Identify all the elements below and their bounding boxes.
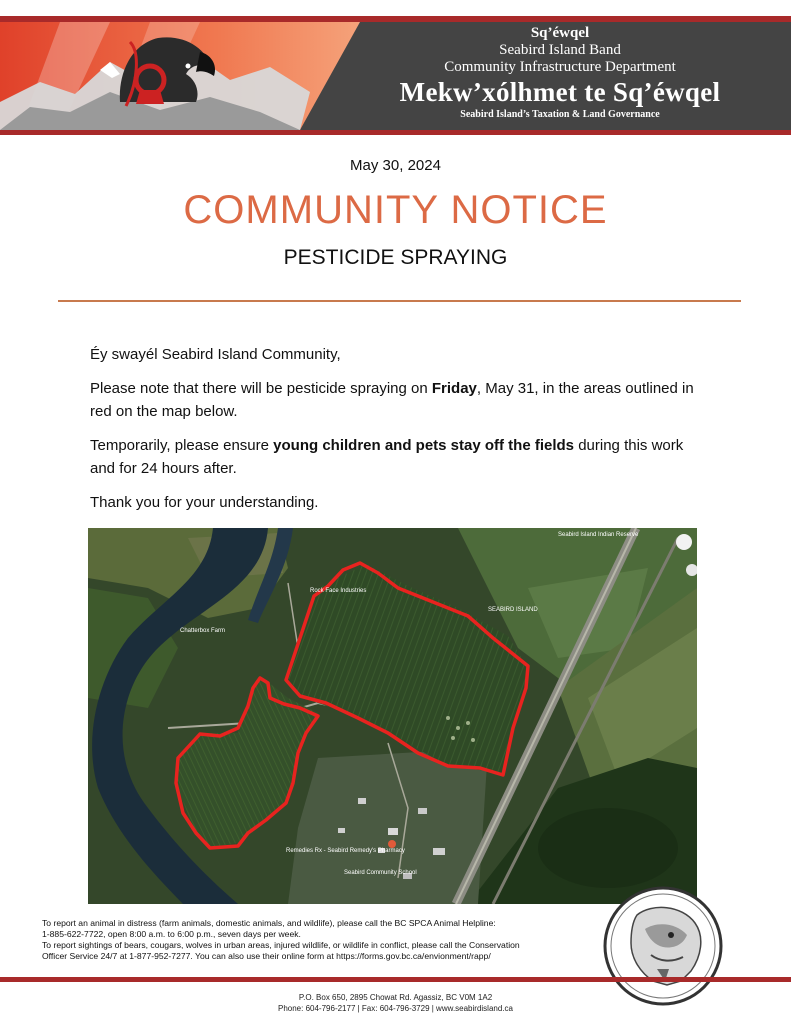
p2-warning: young children and pets stay off the fields: [273, 437, 575, 454]
map-control-icon: [676, 534, 692, 550]
map-label-school: Seabird Community School: [344, 870, 417, 876]
footer-phone-web: Phone: 604-796-2177 | Fax: 604-796-3729 | www.seabirdisland.ca: [278, 1004, 513, 1013]
footer-line-2: 1-885-622-7722, open 8:00 a.m. to 6:00 p.m., seven days per week.: [42, 929, 301, 939]
department-name: Community Infrastructure Department: [444, 59, 676, 75]
banner-bottom-stripe: [0, 130, 791, 135]
paragraph-spraying-date: [90, 377, 710, 423]
footer-line-3: To report sightings of bears, cougars, wolves in urban areas, injured wildlife, or wildlife in conflict, please call the Conservation: [42, 940, 520, 950]
map-label-rockface: Rock Face Industries: [310, 588, 367, 594]
org-name-native: Sq’éwqel: [530, 25, 590, 41]
footer-line-1: To report an animal in distress (farm animals, domestic animals, and wildlife), please call the BC SPCA Animal Helpline:: [42, 918, 496, 928]
map-label-reserve: Seabird Island Indian Reserve: [558, 532, 639, 538]
notice-subtitle: PESTICIDE SPRAYING: [283, 246, 508, 269]
map-label-pharmacy: Remedies Rx - Seabird Remedy's Pharmacy: [286, 848, 405, 854]
heading-divider: [58, 300, 741, 302]
paragraph-safety: [90, 434, 710, 480]
department-tagline: Seabird Island’s Taxation & Land Governance: [460, 109, 660, 120]
map-label-seabird-island: SEABIRD ISLAND: [488, 607, 538, 613]
pharmacy-pin-icon: [388, 840, 396, 848]
p1-text-pre: Please note that there will be pesticide spraying on: [90, 380, 432, 397]
org-name: Seabird Island Band: [499, 42, 621, 58]
p2-text-pre: Temporarily, please ensure: [90, 437, 274, 454]
greeting: Éy swayél Seabird Island Community,: [90, 346, 341, 363]
footer-contact: [0, 992, 791, 1014]
seal-emblem-icon: [597, 885, 729, 1007]
p1-text-post: , May 31, in the areas outlined in red on the map below.: [90, 380, 694, 420]
footer-address: P.O. Box 650, 2895 Chowat Rd. Agassiz, BC V0M 1A2: [298, 993, 493, 1002]
p2-text-post: during this work and for 24 hours after.: [90, 437, 684, 477]
p1-day: Friday: [431, 380, 477, 397]
header-banner: [0, 22, 791, 130]
satellite-map: [88, 528, 697, 904]
spraying-area-map: [88, 528, 697, 904]
wildlife-reporting-info: [42, 918, 602, 962]
department-name-native: Mekw’xólhmet te Sq’éwqel: [399, 77, 721, 107]
map-label-farm: Chatterbox Farm: [180, 628, 226, 634]
footer-stripe: [0, 977, 791, 982]
notice-date: May 30, 2024: [350, 157, 441, 174]
notice-title: COMMUNITY NOTICE: [183, 188, 608, 232]
footer-line-4: Officer Service 24/7 at 1-877-952-7277. You can also use their online form at https://forms.gov.bc.ca/envionment/rapp/: [42, 951, 491, 961]
closing-thanks: Thank you for your understanding.: [90, 494, 319, 511]
notice-body: [90, 343, 710, 525]
